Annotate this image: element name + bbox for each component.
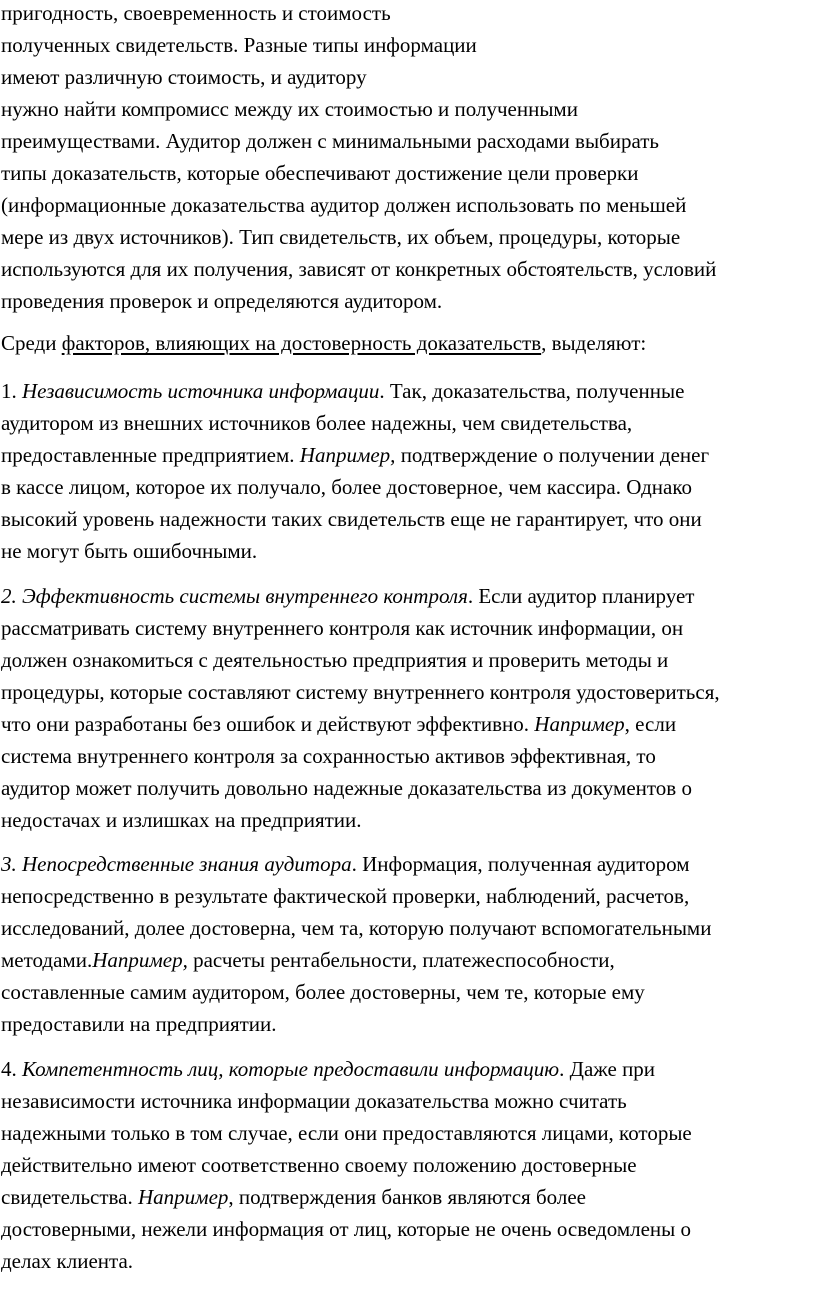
text-line: мере из двух источников). Тип свидетельств, их объем, процедуры, которые	[1, 225, 681, 249]
text-line	[1, 1053, 692, 1085]
text-line: делах клиента.	[1, 1249, 134, 1273]
text-line: непосредственно в результате фактической проверки, наблюдений, расчетов,	[1, 884, 690, 908]
factor-number: 4.	[1, 1057, 22, 1081]
text-line: проведения проверок и определяются аудитором.	[1, 289, 443, 313]
text-line: имеют различную стоимость, и аудитору	[1, 65, 367, 89]
text-line: надежными только в том случае, если они предоставляются лицами, которые	[1, 1121, 692, 1145]
text-line: полученных свидетельств. Разные типы информации	[1, 33, 477, 57]
text-line: предоставили на предприятии.	[1, 1012, 277, 1036]
factors-link[interactable]: факторов, влияющих на достоверность доказательств	[61, 331, 542, 355]
text-line	[1, 848, 711, 880]
text-line: независимости источника информации доказательства можно считать	[1, 1089, 627, 1113]
text-line	[1, 1181, 692, 1213]
text-line: исследований, долее достоверна, чем та, которую получают вспомогательными	[1, 916, 712, 940]
example-marker: Например	[138, 1185, 229, 1209]
text-span: подтверждение о получении денег	[395, 443, 710, 467]
text-line: недостачах и излишках на предприятии.	[1, 808, 362, 832]
example-marker: Например	[534, 712, 625, 736]
text-line: составленные самим аудитором, более достоверны, чем те, которые ему	[1, 980, 645, 1004]
text-line: в кассе лицом, которое их получало, более достоверное, чем кассира. Однако	[1, 475, 692, 499]
text-line	[1, 944, 711, 976]
text-line: достоверными, нежели информация от лиц, которые не очень осведомлены о	[1, 1217, 692, 1241]
text-span: . Даже при	[559, 1057, 656, 1081]
text-line: используются для их получения, зависят от конкретных обстоятельств, условий	[1, 257, 717, 281]
text-span: , если	[624, 712, 677, 736]
factor-title: Независимость источника информации	[22, 379, 380, 403]
text-line: должен ознакомиться с деятельностью предприятия и проверить методы и	[1, 648, 669, 672]
text-line	[1, 708, 720, 740]
factor-3-paragraph	[1, 848, 711, 1040]
text-line	[1, 580, 720, 612]
text-span: свидетельства.	[1, 1185, 138, 1209]
factor-4-paragraph	[1, 1053, 692, 1277]
text-span: , подтверждения банков являются более	[228, 1185, 586, 1209]
factor-title: 3. Непосредственные знания аудитора	[1, 852, 352, 876]
text-span: расчеты рентабельности, платежеспособности,	[187, 948, 615, 972]
heading-prefix: Среди	[1, 331, 62, 355]
text-line	[1, 375, 709, 407]
text-span: методами.	[1, 948, 93, 972]
example-marker: Например,	[299, 443, 396, 467]
text-span: предоставленные предприятием.	[1, 443, 300, 467]
factor-2-paragraph	[1, 580, 720, 836]
text-line: не могут быть ошибочными.	[1, 539, 258, 563]
text-span: . Информация, полученная аудитором	[351, 852, 690, 876]
text-line	[1, 439, 709, 471]
text-line: процедуры, которые составляют систему внутреннего контроля удостовериться,	[1, 680, 720, 704]
text-line: рассматривать систему внутреннего контроля как источник информации, он	[1, 616, 684, 640]
text-span: . Если аудитор планирует	[467, 584, 695, 608]
example-marker: Например,	[92, 948, 188, 972]
text-line: аудитор может получить довольно надежные доказательства из документов о	[1, 776, 692, 800]
text-line: преимуществами. Аудитор должен с минимальными расходами выбирать	[1, 129, 660, 153]
factors-heading	[1, 327, 646, 359]
paragraph-intro	[1, 0, 716, 317]
text-line: пригодность, своевременность и стоимость	[1, 1, 391, 25]
factor-title: 2. Эффективность системы внутреннего контроля	[1, 584, 468, 608]
text-span: . Так, доказательства, полученные	[379, 379, 685, 403]
heading-suffix: , выделяют:	[541, 331, 647, 355]
text-line: нужно найти компромисс между их стоимостью и полученными	[1, 97, 578, 121]
text-line: действительно имеют соответственно своему положению достоверные	[1, 1153, 637, 1177]
factor-number: 1.	[1, 379, 22, 403]
text-line: типы доказательств, которые обеспечивают достижение цели проверки	[1, 161, 639, 185]
text-line: высокий уровень надежности таких свидетельств еще не гарантирует, что они	[1, 507, 702, 531]
text-line: система внутреннего контроля за сохранностью активов эффективная, то	[1, 744, 656, 768]
factor-title: Компетентность лиц, которые предоставили информацию	[22, 1057, 560, 1081]
factor-1-paragraph	[1, 375, 709, 567]
text-span: что они разработаны без ошибок и действуют эффективно.	[1, 712, 535, 736]
text-line: аудитором из внешних источников более надежны, чем свидетельства,	[1, 411, 633, 435]
text-line: (информационные доказательства аудитор должен использовать по меньшей	[1, 193, 687, 217]
text-line	[1, 327, 646, 359]
